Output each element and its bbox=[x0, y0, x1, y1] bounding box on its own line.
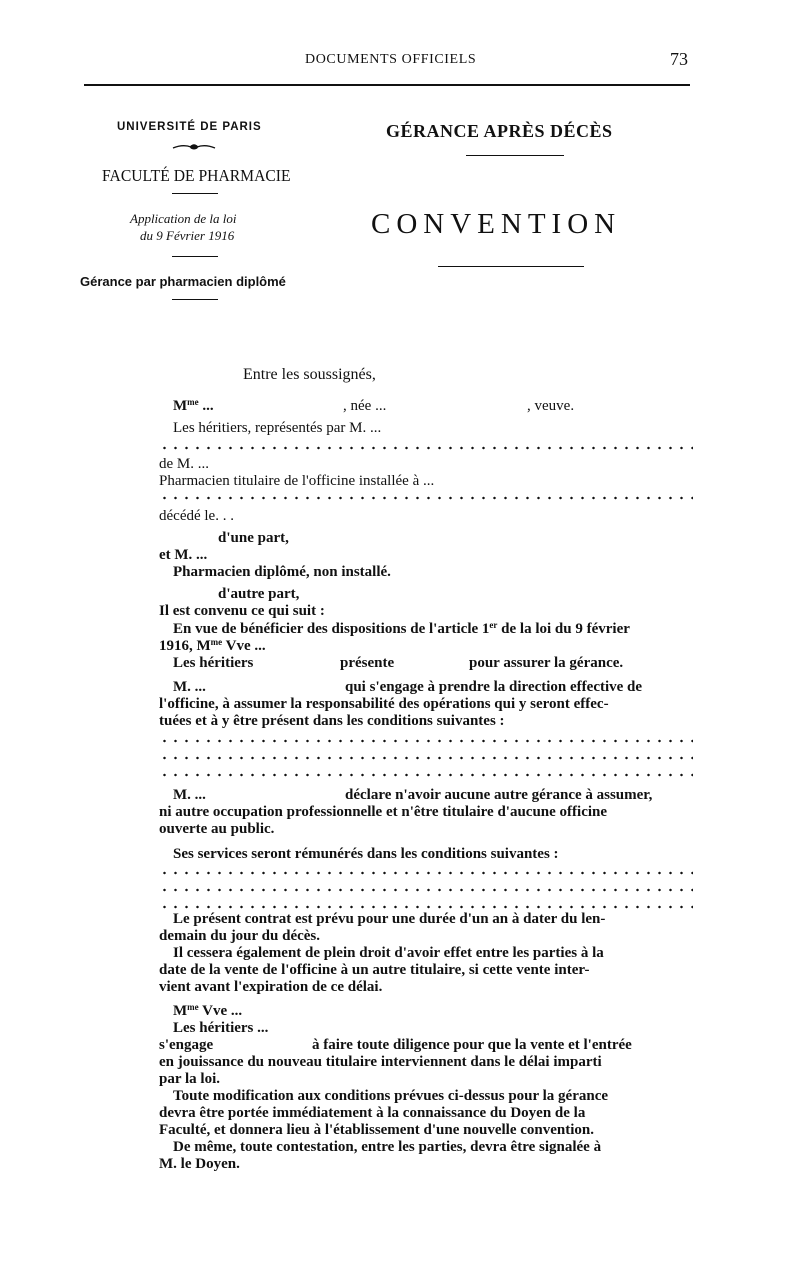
title-rule bbox=[466, 155, 564, 156]
de-m-line: de M. ... bbox=[159, 456, 209, 472]
services-line: Ses services seront rémunérés dans les conditions suivantes : bbox=[173, 846, 559, 862]
dotted-fill-line bbox=[159, 739, 693, 743]
jouissance-line: en jouissance du nouveau titulaire interviennent dans le délai imparti bbox=[159, 1054, 602, 1070]
present-contrat-line: Le présent contrat est prévu pour une durée d'un an à dater du len- bbox=[173, 911, 606, 927]
pharmacien-diplome-line: Pharmacien diplômé, non installé. bbox=[173, 564, 391, 580]
dotted-fill-line bbox=[159, 773, 693, 777]
gerance-type: Gérance par pharmacien diplômé bbox=[80, 274, 286, 289]
law-line-1: Application de la loi bbox=[130, 211, 237, 226]
dotted-fill-line bbox=[159, 905, 693, 909]
decede-line: décédé le. . . bbox=[159, 508, 234, 524]
mme-line: $M^{me}$ ... bbox=[173, 397, 214, 414]
declare-line: déclare n'avoir aucune autre gérance à assumer, bbox=[345, 787, 653, 803]
vient-line: vient avant l'expiration de ce délai. bbox=[159, 979, 383, 995]
diligence-line: à faire toute diligence pour que la vente et l'entrée bbox=[312, 1037, 632, 1053]
gerance-rule bbox=[172, 299, 218, 300]
faculty-rule bbox=[172, 193, 218, 194]
assurer-field: pour assurer la gérance. bbox=[469, 655, 624, 671]
tuees-line: tuées et à y être présent dans les conditions suivantes : bbox=[159, 713, 505, 729]
convention-title: CONVENTION bbox=[371, 208, 622, 240]
dotted-fill-line bbox=[159, 871, 693, 875]
ornament-icon bbox=[171, 139, 217, 149]
ni-autre-line: ni autre occupation professionnelle et n'être titulaire d'aucune officine bbox=[159, 804, 608, 820]
university-name: UNIVERSITÉ DE PARIS bbox=[117, 121, 262, 133]
demain-line: demain du jour du décès. bbox=[159, 928, 321, 944]
date-vente-line: date de la vente de l'officine à un autre titulaire, si cette vente inter- bbox=[159, 962, 590, 978]
une-part-line: d'une part, bbox=[218, 530, 289, 546]
m-dots-line-2: M. ... bbox=[173, 787, 206, 803]
convention-rule bbox=[438, 266, 584, 267]
dotted-fill-line bbox=[159, 756, 693, 760]
devra-line: devra être portée immédiatement à la connaissance du Doyen de la bbox=[159, 1105, 586, 1121]
par-loi-line: par la loi. bbox=[159, 1071, 220, 1087]
ouverte-line: ouverte au public. bbox=[159, 821, 275, 837]
convenu-line: Il est convenu ce qui suit : bbox=[159, 603, 325, 619]
les-heritiers-line-2: Les héritiers ... bbox=[173, 1020, 269, 1036]
sengage-line: s'engage bbox=[159, 1037, 214, 1053]
intro-line: Entre les soussignés, bbox=[243, 366, 376, 383]
pharmacien-titulaire-line: Pharmacien titulaire de l'officine installée à ... bbox=[159, 473, 435, 489]
dotted-fill-line bbox=[159, 496, 693, 500]
header-rule bbox=[84, 84, 690, 86]
en-vue-line: En vue de bénéficier des dispositions de l'article 1er de la loi du 9 février bbox=[173, 620, 630, 637]
law-rule bbox=[172, 256, 218, 257]
nee-field: , née ... bbox=[343, 398, 387, 414]
veuve-field: , veuve. bbox=[527, 398, 575, 414]
faculty-name: FACULTÉ DE PHARMACIE bbox=[102, 166, 291, 185]
heritiers-line: Les héritiers, représentés par M. ... bbox=[173, 420, 382, 436]
autre-part-line: d'autre part, bbox=[218, 586, 300, 602]
faculte-line: Faculté, et donnera lieu à l'établissement d'une nouvelle convention. bbox=[159, 1122, 594, 1138]
m-dots-line: M. ... bbox=[173, 679, 206, 695]
engage-line: qui s'engage à prendre la direction effective de bbox=[345, 679, 643, 695]
et-m-line: et M. ... bbox=[159, 547, 208, 563]
officine-line: l'officine, à assumer la responsabilité des opérations qui y seront effec- bbox=[159, 696, 609, 712]
dotted-fill-line bbox=[159, 446, 693, 450]
de-meme-line: De même, toute contestation, entre les parties, devra être signalée à bbox=[173, 1139, 602, 1155]
annee-line: 1916, $M^{me}$ Vve ... bbox=[159, 637, 266, 654]
toute-modif-line: Toute modification aux conditions prévues ci-dessus pour la gérance bbox=[173, 1088, 609, 1104]
document-title: GÉRANCE APRÈS DÉCÈS bbox=[386, 121, 613, 141]
page-number: 73 bbox=[670, 49, 688, 69]
running-title: DOCUMENTS OFFICIELS bbox=[305, 52, 477, 67]
cessera-line: Il cessera également de plein droit d'avoir effet entre les parties à la bbox=[173, 945, 604, 961]
les-heritiers-line: Les héritiers bbox=[173, 655, 254, 671]
dotted-fill-line bbox=[159, 888, 693, 892]
mme-vve-line: $M^{me}$ Vve ... bbox=[173, 1002, 243, 1019]
law-line-2: du 9 Février 1916 bbox=[140, 228, 235, 243]
doyen-line: M. le Doyen. bbox=[159, 1156, 240, 1172]
presente-field: présente bbox=[340, 655, 395, 671]
